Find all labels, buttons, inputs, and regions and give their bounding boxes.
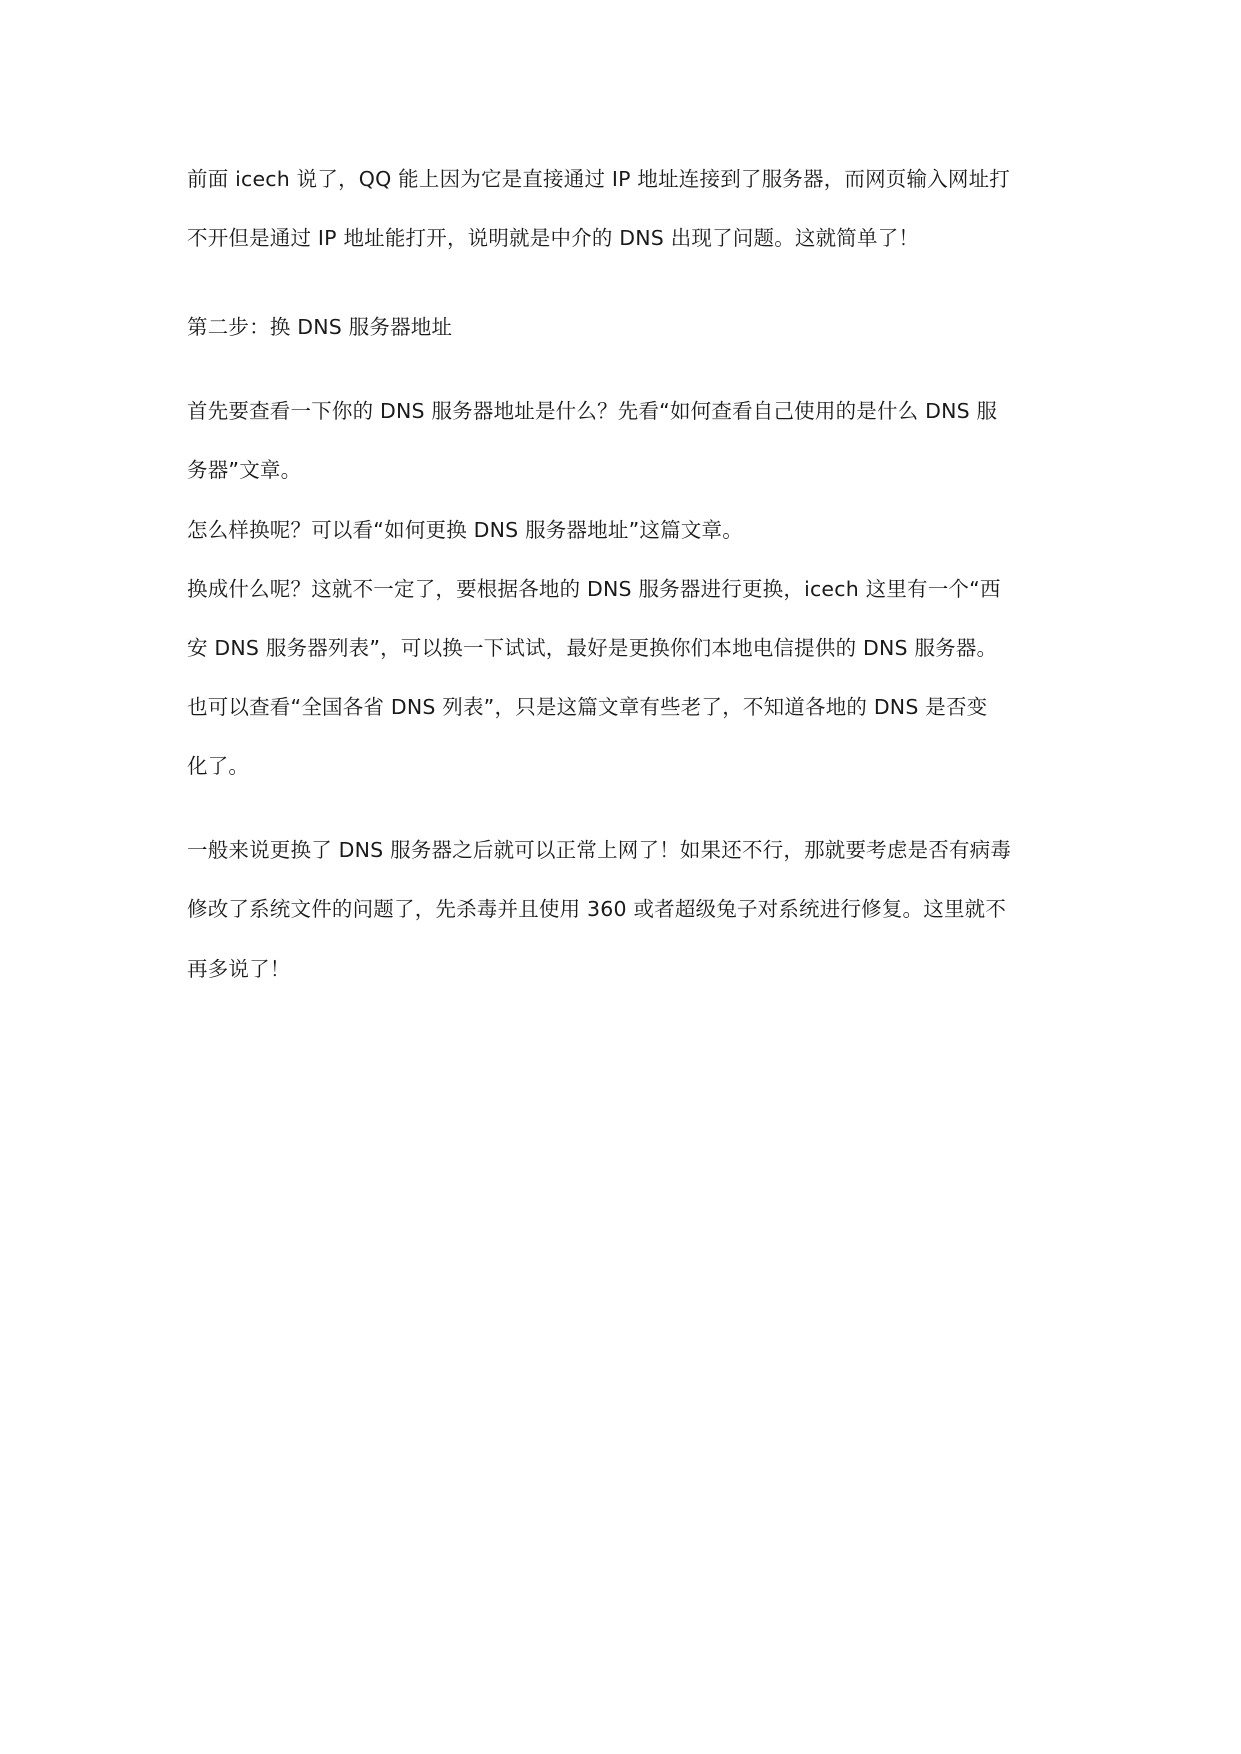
paragraph-3-line-2: 修改了系统文件的问题了，先杀毒并且使用 360 或者超级兔子对系统进行修复。这里就不 [187, 897, 1007, 921]
paragraph-2-line-6: 也可以查看“全国各省 DNS 列表”，只是这篇文章有些老了，不知道各地的 DNS 是否变 [187, 695, 988, 719]
paragraph-1-line-1: 前面 icech 说了，QQ 能上因为它是直接通过 IP 地址连接到了服务器，而网页输入网址打 [187, 167, 1011, 191]
paragraph-3-line-1: 一般来说更换了 DNS 服务器之后就可以正常上网了！如果还不行，那就要考虑是否有病毒 [187, 838, 1012, 862]
paragraph-2-line-4: 换成什么呢？这就不一定了，要根据各地的 DNS 服务器进行更换，icech 这里有一个“西 [187, 577, 1001, 601]
paragraph-3-line-3: 再多说了！ [187, 957, 291, 981]
paragraph-2-line-2: 务器”文章。 [187, 458, 302, 482]
paragraph-2-line-3: 怎么样换呢？可以看“如何更换 DNS 服务器地址”这篇文章。 [187, 518, 743, 542]
step-heading: 第二步：换 DNS 服务器地址 [187, 315, 453, 339]
paragraph-1-line-2: 不开但是通过 IP 地址能打开，说明就是中介的 DNS 出现了问题。这就简单了！ [187, 226, 920, 250]
paragraph-2-line-5: 安 DNS 服务器列表”，可以换一下试试，最好是更换你们本地电信提供的 DNS 服务器。 [187, 636, 998, 660]
paragraph-2-line-1: 首先要查看一下你的 DNS 服务器地址是什么？先看“如何查看自己使用的是什么 DNS 服 [187, 399, 998, 423]
paragraph-2-line-7: 化了。 [187, 754, 250, 778]
